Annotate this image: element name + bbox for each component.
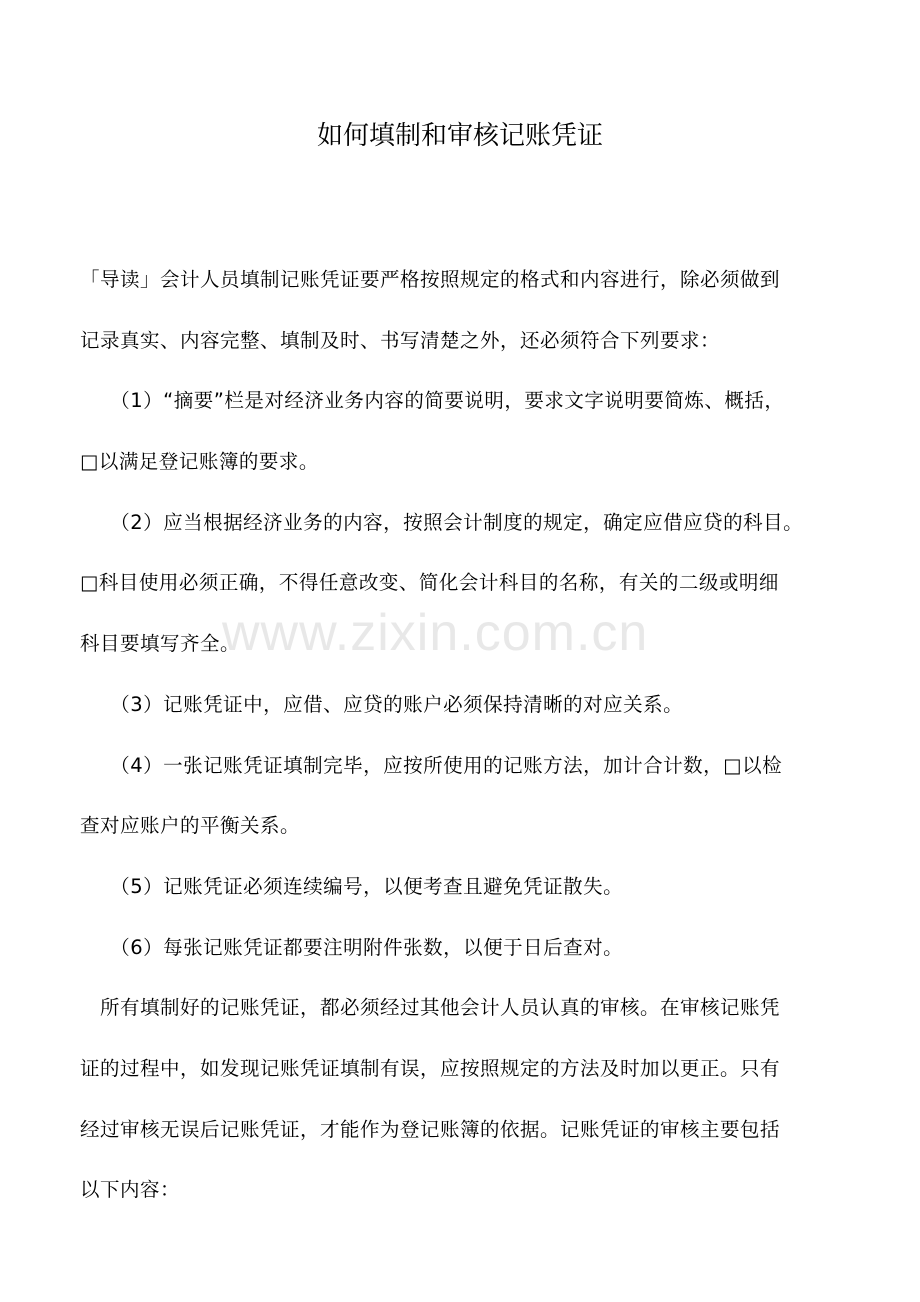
document-title: 如何填制和审核记账凭证 (316, 121, 603, 151)
body-line: 科目要填写齐全。 (80, 632, 241, 656)
body-line: □科目使用必须正确，不得任意改变、简化会计科目的名称，有关的二级或明细 (80, 571, 779, 595)
body-line: （2）应当根据经济业务的内容，按照会计制度的规定，确定应借应贷的科目。 (80, 510, 804, 534)
body-line: 查对应账户的平衡关系。 (80, 814, 301, 838)
body-line: 记录真实、内容完整、填制及时、书写清楚之外，还必须符合下列要求： (80, 328, 721, 352)
body-line: □以满足登记账簿的要求。 (80, 450, 319, 474)
body-line: （5）记账凭证必须连续编号，以便考查且避免凭证散失。 (80, 874, 624, 898)
body-line: （3）记账凭证中，应借、应贷的账户必须保持清晰的对应关系。 (80, 692, 684, 716)
body-line: （1）“摘要”栏是对经济业务内容的简要说明，要求文字说明要简炼、概括， (80, 389, 785, 413)
body-line: 证的过程中，如发现记账凭证填制有误，应按照规定的方法及时加以更正。只有 (80, 1056, 781, 1080)
body-line: 所有填制好的记账凭证，都必须经过其他会计人员认真的审核。在审核记账凭 (80, 996, 781, 1020)
body-line: 经过审核无误后记账凭证，才能作为登记账簿的依据。记账凭证的审核主要包括 (80, 1117, 781, 1141)
body-line: （6）每张记账凭证都要注明附件张数，以便于日后查对。 (80, 935, 624, 959)
body-line: 「导读」会计人员填制记账凭证要严格按照规定的格式和内容进行，除必须做到 (80, 268, 781, 291)
document-body (80, 250, 850, 1221)
watermark: www.zixin.com.cn (222, 604, 649, 662)
body-line: 以下内容： (80, 1178, 181, 1202)
body-line: （4）一张记账凭证填制完毕，应按所使用的记账方法，加计合计数，□以检 (80, 753, 783, 777)
